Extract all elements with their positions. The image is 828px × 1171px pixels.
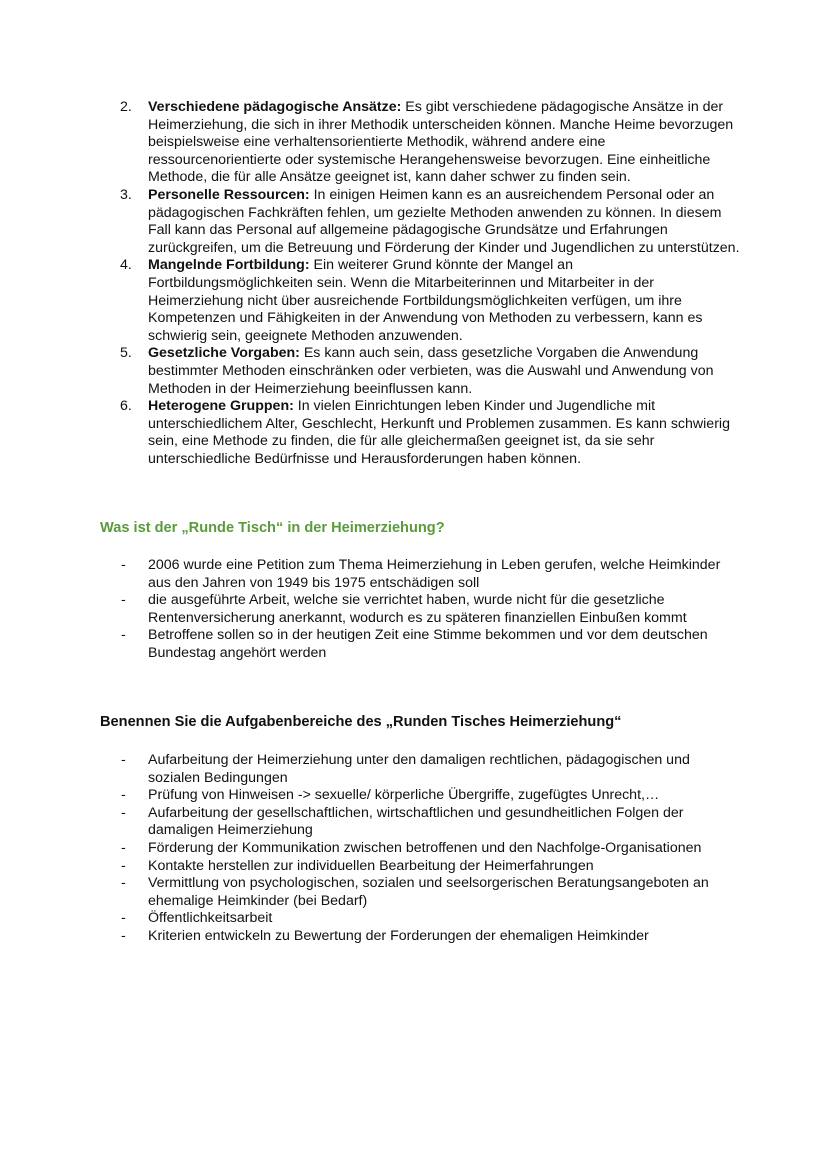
- reason-text: In vielen Einrichtungen leben Kinder und Jugendliche mit unterschiedlichem Alter, Geschlecht, Herkunft und Problemen zusammen. Es kann schwierig sein, eine Methode zu finden, die für alle gleichermaßen geeignet ist, da sie sehr unterschiedliche Bedürfnisse und Herausforderungen haben können.: [148, 398, 730, 467]
- dash-bullet: -: [121, 787, 126, 804]
- reason-title: Gesetzliche Vorgaben:: [148, 345, 300, 362]
- reasons-list: [120, 99, 740, 468]
- dash-bullet: -: [121, 839, 126, 856]
- runder-tisch-list: [121, 557, 741, 663]
- dash-bullet: -: [121, 857, 126, 874]
- reason-text: Ein weiterer Grund könnte der Mangel an Fortbildungsmöglichkeiten sein. Wenn die Mitarbeiterinnen und Mitarbeiter in der Heimerziehung nicht über ausreichende Fortbildungsmöglichkeiten verfügen, um ihre Kompetenzen und Fähigkeiten in der Anwendung von Methoden zu verbessern, kann es schwierig sein, geeignete Methoden anzuwenden.: [148, 257, 703, 344]
- list-item-text: Förderung der Kommunikation zwischen betroffenen und den Nachfolge-Organisationen: [148, 839, 702, 856]
- list-item-text: Kontakte herstellen zur individuellen Bearbeitung der Heimerfahrungen: [148, 857, 594, 874]
- reason-item: [120, 257, 740, 345]
- list-item: [121, 858, 741, 876]
- reason-title: Heterogene Gruppen:: [148, 398, 294, 415]
- list-item: [121, 910, 741, 928]
- list-item: [121, 787, 741, 805]
- list-item-text: Aufarbeitung der gesellschaftlichen, wirtschaftlichen und gesundheitlichen Folgen der damaligen Heimerziehung: [148, 804, 684, 839]
- reason-title: Verschiedene pädagogische Ansätze:: [148, 99, 402, 115]
- dash-bullet: -: [121, 627, 126, 644]
- list-item-text: Aufarbeitung der Heimerziehung unter den damaligen rechtlichen, pädagogischen und sozialen Bedingungen: [148, 752, 690, 786]
- dash-bullet: -: [121, 557, 126, 573]
- reason-text: Es kann auch sein, dass gesetzliche Vorgaben die Anwendung bestimmter Methoden einschränken oder verbieten, was die Auswahl und Anwendung von Methoden in der Heimerziehung beeinflussen kann.: [148, 345, 714, 397]
- list-item: [121, 592, 741, 627]
- dash-bullet: -: [121, 910, 126, 927]
- reason-text: Es gibt verschiedene pädagogische Ansätze in der Heimerziehung, die sich in ihrer Methodik unterscheiden können. Manche Heime bevorzugen beispielsweise eine verhaltensorientierte Methodik, während andere eine ressourcenorientierte oder systemische Herangehensweise bevorzugen. Eine einheitliche Methode, die für alle Ansätze geeignet ist, kann daher schwer zu finden sein.: [148, 99, 734, 186]
- list-item: [121, 752, 741, 787]
- list-item: [121, 805, 741, 840]
- list-item: [121, 875, 741, 910]
- reason-title: Personelle Ressourcen:: [148, 186, 310, 203]
- reason-number: 6.: [120, 398, 132, 415]
- reason-text: In einigen Heimen kann es an ausreichendem Personal oder an pädagogischen Fachkräften fehlen, um gezielte Methoden anwenden zu können. In diesem Fall kann das Personal auf allgemeine pädagogische Grundsätze und Erfahrungen zurückgreifen, um die Betreuung und Förderung der Kinder und Jugendlichen zu unterstützen.: [148, 186, 740, 256]
- list-item: [121, 627, 741, 662]
- list-item-text: Öffentlichkeitsarbeit: [148, 910, 273, 927]
- list-item: [121, 840, 741, 858]
- list-item-text: Vermittlung von psychologischen, sozialen und seelsorgerischen Beratungsangeboten an ehemalige Heimkinder (bei Bedarf): [148, 875, 709, 909]
- aufgaben-list: [121, 752, 741, 946]
- dash-bullet: -: [121, 592, 126, 609]
- reason-item: [120, 187, 740, 257]
- list-item-text: Betroffene sollen so in der heutigen Zeit eine Stimme bekommen und vor dem deutschen Bundestag angehört werden: [148, 627, 708, 661]
- list-item-text: Kriterien entwickeln zu Bewertung der Forderungen der ehemaligen Heimkinder: [148, 927, 649, 944]
- reason-number: 5.: [120, 345, 132, 362]
- runder-tisch-heading: Was ist der „Runde Tisch“ in der Heimerziehung?: [100, 520, 445, 536]
- reason-number: 2.: [120, 99, 132, 115]
- list-item-text: 2006 wurde eine Petition zum Thema Heimerziehung in Leben gerufen, welche Heimkinder aus den Jahren von 1949 bis 1975 entschädigen soll: [148, 557, 721, 591]
- reason-number: 4.: [120, 257, 132, 274]
- list-item-text: die ausgeführte Arbeit, welche sie verrichtet haben, wurde nicht für die gesetzliche Rentenversicherung anerkannt, wodurch es zu späteren finanziellen Einbußen kommt: [148, 592, 687, 626]
- dash-bullet: -: [121, 804, 126, 821]
- list-item-text: Prüfung von Hinweisen -> sexuelle/ körperliche Übergriffe, zugefügtes Unrecht,…: [148, 787, 660, 804]
- aufgaben-heading: Benennen Sie die Aufgabenbereiche des „Runden Tisches Heimerziehung“: [100, 714, 622, 730]
- reason-title: Mangelnde Fortbildung:: [148, 257, 310, 274]
- dash-bullet: -: [121, 927, 126, 944]
- reason-item: [120, 345, 740, 398]
- dash-bullet: -: [121, 752, 126, 768]
- list-item: [121, 928, 741, 946]
- dash-bullet: -: [121, 875, 126, 892]
- list-item: [121, 557, 741, 592]
- reason-item: [120, 398, 740, 468]
- reason-item: [120, 99, 740, 187]
- reason-number: 3.: [120, 186, 132, 203]
